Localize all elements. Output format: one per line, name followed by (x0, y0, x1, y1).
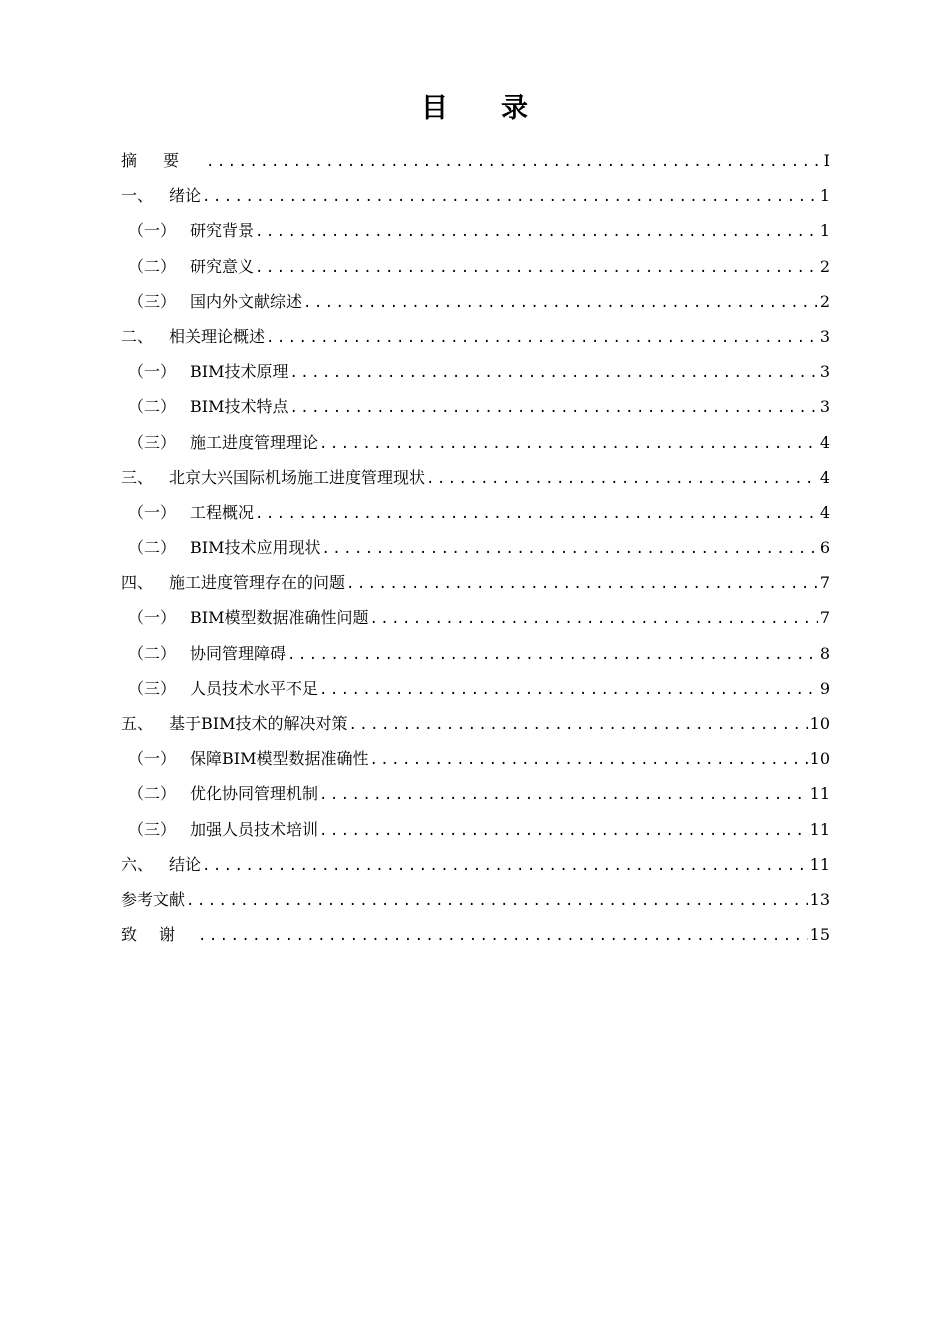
toc-entry-label: BIM模型数据准确性问题 (190, 608, 369, 628)
toc-entry-label: 参考文献 (121, 889, 186, 909)
toc-entry-number: （一） (128, 608, 177, 628)
toc-dot-leader (289, 356, 817, 389)
toc-entry-number: （一） (128, 362, 177, 382)
toc-entry-label: 绪论 (169, 186, 202, 206)
toc-entry[interactable] (121, 741, 830, 776)
toc-entry-label: BIM技术原理 (190, 362, 289, 382)
toc-dot-leader (319, 814, 808, 847)
toc-page-number: 10 (809, 749, 830, 769)
toc-entry[interactable] (121, 425, 830, 460)
toc-dot-leader (426, 462, 818, 495)
toc-page-number: 4 (819, 432, 830, 452)
toc-page-number: 13 (809, 889, 830, 909)
toc-page-number: 7 (819, 608, 830, 628)
toc-entry-number: （三） (128, 432, 177, 452)
toc-page-number: 7 (819, 573, 830, 593)
toc-entry-label: 国内外文献综述 (190, 291, 303, 311)
toc-entry[interactable] (121, 143, 830, 178)
toc-entry-number: 六、 (121, 854, 154, 874)
page-title (0, 86, 950, 125)
toc-entry[interactable] (121, 354, 830, 389)
toc-dot-leader (369, 743, 807, 776)
toc-entry-number: （三） (128, 819, 177, 839)
toc-entry-number: （二） (128, 256, 177, 276)
toc-entry[interactable] (121, 530, 830, 565)
toc-entry[interactable] (121, 319, 830, 354)
toc-entry-number: （二） (128, 643, 177, 663)
toc-page-number: 8 (819, 643, 830, 663)
toc-entry-label: 致谢 (121, 925, 198, 945)
toc-page-number: 3 (819, 397, 830, 417)
toc-entry[interactable] (121, 636, 830, 671)
toc-entry[interactable] (121, 284, 830, 319)
toc-dot-leader (319, 673, 818, 706)
toc-entry-number: （一） (128, 749, 177, 769)
toc-page-number: 2 (819, 256, 830, 276)
toc-entry[interactable] (121, 847, 830, 882)
toc-entry-number: （二） (128, 397, 177, 417)
toc-entry-label: BIM技术应用现状 (190, 538, 321, 558)
toc-entry[interactable] (121, 671, 830, 706)
toc-entry-label: 施工进度管理理论 (190, 432, 319, 452)
toc-entry-label: 工程概况 (190, 502, 255, 522)
toc-entry-label: BIM技术特点 (190, 397, 289, 417)
toc-page-number: 4 (819, 502, 830, 522)
toc-dot-leader (319, 778, 808, 811)
toc-entry[interactable] (121, 812, 830, 847)
toc-page-number: 4 (819, 467, 830, 487)
toc-entry-label: 保障BIM模型数据准确性 (190, 749, 369, 769)
toc-page-number: 3 (819, 362, 830, 382)
toc-entry[interactable] (121, 178, 830, 213)
toc-entry-label: 相关理论概述 (169, 326, 266, 346)
toc-dot-leader (206, 145, 820, 178)
toc-entry-label: 摘要 (121, 151, 206, 170)
toc-entry-label: 施工进度管理存在的问题 (169, 573, 346, 593)
toc-entry[interactable] (121, 460, 830, 495)
toc-dot-leader (186, 884, 808, 917)
toc-entry-number: 一、 (121, 186, 154, 206)
toc-entry[interactable] (121, 917, 830, 952)
toc-dot-leader (255, 497, 818, 530)
toc-entry[interactable] (121, 882, 830, 917)
toc-entry-number: （三） (128, 678, 177, 698)
toc-page-number: 11 (809, 819, 830, 839)
toc-entry[interactable] (121, 776, 830, 811)
toc-dot-leader (202, 180, 818, 213)
toc-dot-leader (198, 919, 808, 952)
toc-entry[interactable] (121, 213, 830, 248)
toc-entry-number: 四、 (121, 573, 154, 593)
toc-entry-label: 优化协同管理机制 (190, 784, 319, 804)
toc-entry-number: 五、 (121, 714, 154, 733)
toc-dot-leader (319, 427, 818, 460)
toc-dot-leader (255, 251, 818, 284)
title-char-1: 目 (421, 93, 449, 124)
toc-entry-number: （一） (128, 502, 177, 522)
toc-page-number: 6 (819, 538, 830, 558)
toc-dot-leader (287, 638, 818, 671)
toc-page-number: 11 (809, 854, 830, 874)
toc-dot-leader (266, 321, 818, 354)
toc-dot-leader (321, 532, 817, 565)
toc-entry-number: （三） (128, 291, 177, 311)
toc-entry-label: 协同管理障碍 (190, 643, 287, 663)
toc-entry-number: 三、 (121, 467, 154, 487)
toc-page-number: 15 (809, 925, 830, 945)
table-of-contents (121, 143, 830, 952)
toc-page-number: 10 (809, 714, 830, 733)
toc-entry[interactable] (121, 600, 830, 635)
toc-entry-label: 基于BIM技术的解决对策 (169, 714, 348, 733)
toc-dot-leader (369, 602, 817, 635)
toc-entry[interactable] (121, 706, 830, 741)
toc-dot-leader (348, 708, 807, 741)
toc-entry-label: 结论 (169, 854, 202, 874)
toc-dot-leader (303, 286, 818, 319)
toc-entry-label: 北京大兴国际机场施工进度管理现状 (169, 467, 426, 487)
toc-page-number: 11 (809, 784, 830, 804)
toc-entry[interactable] (121, 495, 830, 530)
toc-entry-label: 人员技术水平不足 (190, 678, 319, 698)
toc-entry-number: （二） (128, 784, 177, 804)
title-char-2: 录 (501, 93, 529, 124)
toc-page-number: 3 (819, 326, 830, 346)
toc-entry-number: （一） (128, 221, 177, 241)
toc-entry[interactable] (121, 565, 830, 600)
toc-dot-leader (202, 849, 808, 882)
toc-page-number: 2 (819, 291, 830, 311)
toc-dot-leader (346, 567, 818, 600)
toc-dot-leader (289, 391, 817, 424)
toc-page-number: I (823, 151, 830, 170)
toc-entry-number: 二、 (121, 326, 154, 346)
toc-page-number: 1 (819, 186, 830, 206)
toc-entry-label: 研究背景 (190, 221, 255, 241)
toc-page-number: 9 (819, 678, 830, 698)
toc-entry[interactable] (121, 249, 830, 284)
toc-dot-leader (255, 215, 818, 248)
toc-entry-label: 研究意义 (190, 256, 255, 276)
toc-entry[interactable] (121, 389, 830, 424)
toc-page-number: 1 (819, 221, 830, 241)
toc-entry-label: 加强人员技术培训 (190, 819, 319, 839)
toc-entry-number: （二） (128, 538, 177, 558)
